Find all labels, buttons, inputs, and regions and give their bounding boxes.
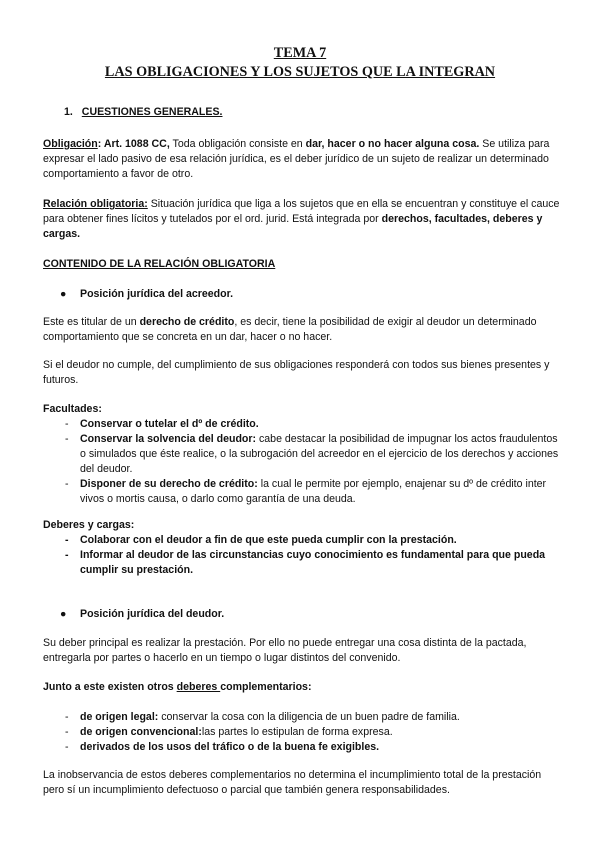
text: Toda obligación consiste en bbox=[169, 138, 306, 150]
title-line-1: TEMA 7 bbox=[273, 45, 327, 61]
text: la cual le permite por ejemplo, enajenar su dº de crédito inter vivos o mortis causa, o darlo como garantía de una deuda. bbox=[80, 478, 547, 505]
heading-text: Posición jurídica del acreedor. bbox=[80, 288, 234, 300]
title-line-2: LAS OBLIGACIONES Y LOS SUJETOS QUE LA INTEGRAN bbox=[104, 64, 496, 80]
heading-text: Posición jurídica del deudor. bbox=[80, 608, 225, 620]
article-ref: Art. 1088 CC, bbox=[101, 138, 170, 150]
bold-text: de origen convencional: bbox=[80, 726, 202, 738]
text: Este es titular de un bbox=[43, 316, 140, 328]
bold-text: Disponer de su derecho de crédito: bbox=[80, 478, 258, 490]
deudor-heading bbox=[60, 607, 224, 622]
bold-text: Conservar o tutelar el dº de crédito. bbox=[80, 418, 259, 430]
facultades-list bbox=[43, 417, 565, 507]
underlined-text: deberes bbox=[176, 681, 221, 693]
paragraph-acreedor-1 bbox=[43, 315, 565, 345]
bullet-icon: ● bbox=[60, 288, 67, 300]
bullet-icon: ● bbox=[60, 608, 67, 620]
list-item bbox=[43, 477, 565, 507]
text: Se utiliza para expresar el lado pasivo de esa relación jurídica, es el deber jurídico de un sujeto de realizar un determinado comportamiento a favor de otro. bbox=[43, 138, 550, 180]
bold-text: de origen legal: bbox=[80, 711, 159, 723]
deberes-heading: Deberes y cargas: bbox=[43, 519, 135, 531]
list-item bbox=[43, 417, 565, 432]
dash-marker: - bbox=[65, 478, 69, 490]
list-item bbox=[43, 548, 565, 578]
dash-marker: - bbox=[65, 433, 69, 445]
bold-text: derivados de los usos del tráfico o de la buena fe exigibles. bbox=[80, 741, 380, 753]
complementarios-list bbox=[43, 710, 565, 755]
paragraph-acreedor-2: Si el deudor no cumple, del cumplimiento de sus obligaciones responderá con todos sus bienes presentes y futuros. bbox=[43, 359, 550, 386]
list-item bbox=[43, 533, 565, 548]
contenido-heading: CONTENIDO DE LA RELACIÓN OBLIGATORIA bbox=[43, 258, 276, 270]
section-title: CUESTIONES GENERALES. bbox=[81, 106, 223, 118]
dash-marker: - bbox=[65, 741, 69, 753]
dash-marker: - bbox=[65, 549, 69, 561]
section-number: 1. bbox=[64, 106, 73, 118]
term-colon: : bbox=[97, 138, 102, 150]
dash-marker: - bbox=[65, 711, 69, 723]
list-item bbox=[43, 432, 565, 477]
facultades-heading: Facultades: bbox=[43, 403, 102, 415]
text: Junto a este existen otros bbox=[43, 681, 177, 693]
bold-text: dar, hacer o no hacer alguna cosa. bbox=[305, 138, 480, 150]
paragraph-closing: La inobservancia de estos deberes complementarios no determina el incumplimiento total de la prestación pero sí un incumplimiento defectuoso o parcial que también genera responsabilidades. bbox=[43, 769, 542, 796]
text: las partes lo estipulan de forma expresa. bbox=[201, 726, 393, 738]
section-1-heading bbox=[64, 105, 222, 120]
text: complementarios: bbox=[220, 681, 312, 693]
acreedor-heading bbox=[60, 287, 233, 302]
term-obligacion: Obligación bbox=[43, 138, 98, 150]
text: cabe destacar la posibilidad de impugnar los actos fraudulentos o simulados que éste realice, o la subrogación del acreedor en el ejercicio de los derechos y acciones del deudor. bbox=[80, 433, 559, 475]
complementarios-heading bbox=[43, 680, 565, 695]
term-relacion: Relación obligatoria: bbox=[43, 198, 148, 210]
bold-text: Conservar la solvencia del deudor: bbox=[80, 433, 257, 445]
dash-marker: - bbox=[65, 726, 69, 738]
paragraph-obligacion bbox=[43, 137, 565, 182]
paragraph-relacion bbox=[43, 197, 565, 242]
bold-text: Colaborar con el deudor a fin de que este pueda cumplir con la prestación. bbox=[80, 534, 457, 546]
bold-text: derecho de crédito bbox=[139, 316, 235, 328]
paragraph-deudor: Su deber principal es realizar la prestación. Por ello no puede entregar una cosa distinta de la pactada, entregarla por partes o hacerlo en un tiempo o lugar distintos del convenido. bbox=[43, 637, 527, 664]
doc-title bbox=[0, 46, 600, 80]
list-item bbox=[43, 740, 565, 755]
text: Situación jurídica que liga a los sujetos que en ella se encuentran y constituye el cauce para obtener fines lícitos y tutelados por el ord. jurid. Está integrada por bbox=[43, 198, 560, 225]
text: conservar la cosa con la diligencia de un buen padre de familia. bbox=[158, 711, 460, 723]
deberes-list bbox=[43, 533, 565, 578]
dash-marker: - bbox=[65, 534, 69, 546]
dash-marker: - bbox=[65, 418, 69, 430]
bold-text: derechos, facultades, deberes y cargas. bbox=[43, 213, 543, 240]
text: , es decir, tiene la posibilidad de exigir al deudor un determinado comportamiento que se concreta en un dar, hacer o no hacer. bbox=[43, 316, 537, 343]
list-item bbox=[43, 710, 565, 725]
bold-text: Informar al deudor de las circunstancias cuyo conocimiento es fundamental para que pueda cumplir su prestación. bbox=[80, 549, 546, 576]
list-item bbox=[43, 725, 565, 740]
